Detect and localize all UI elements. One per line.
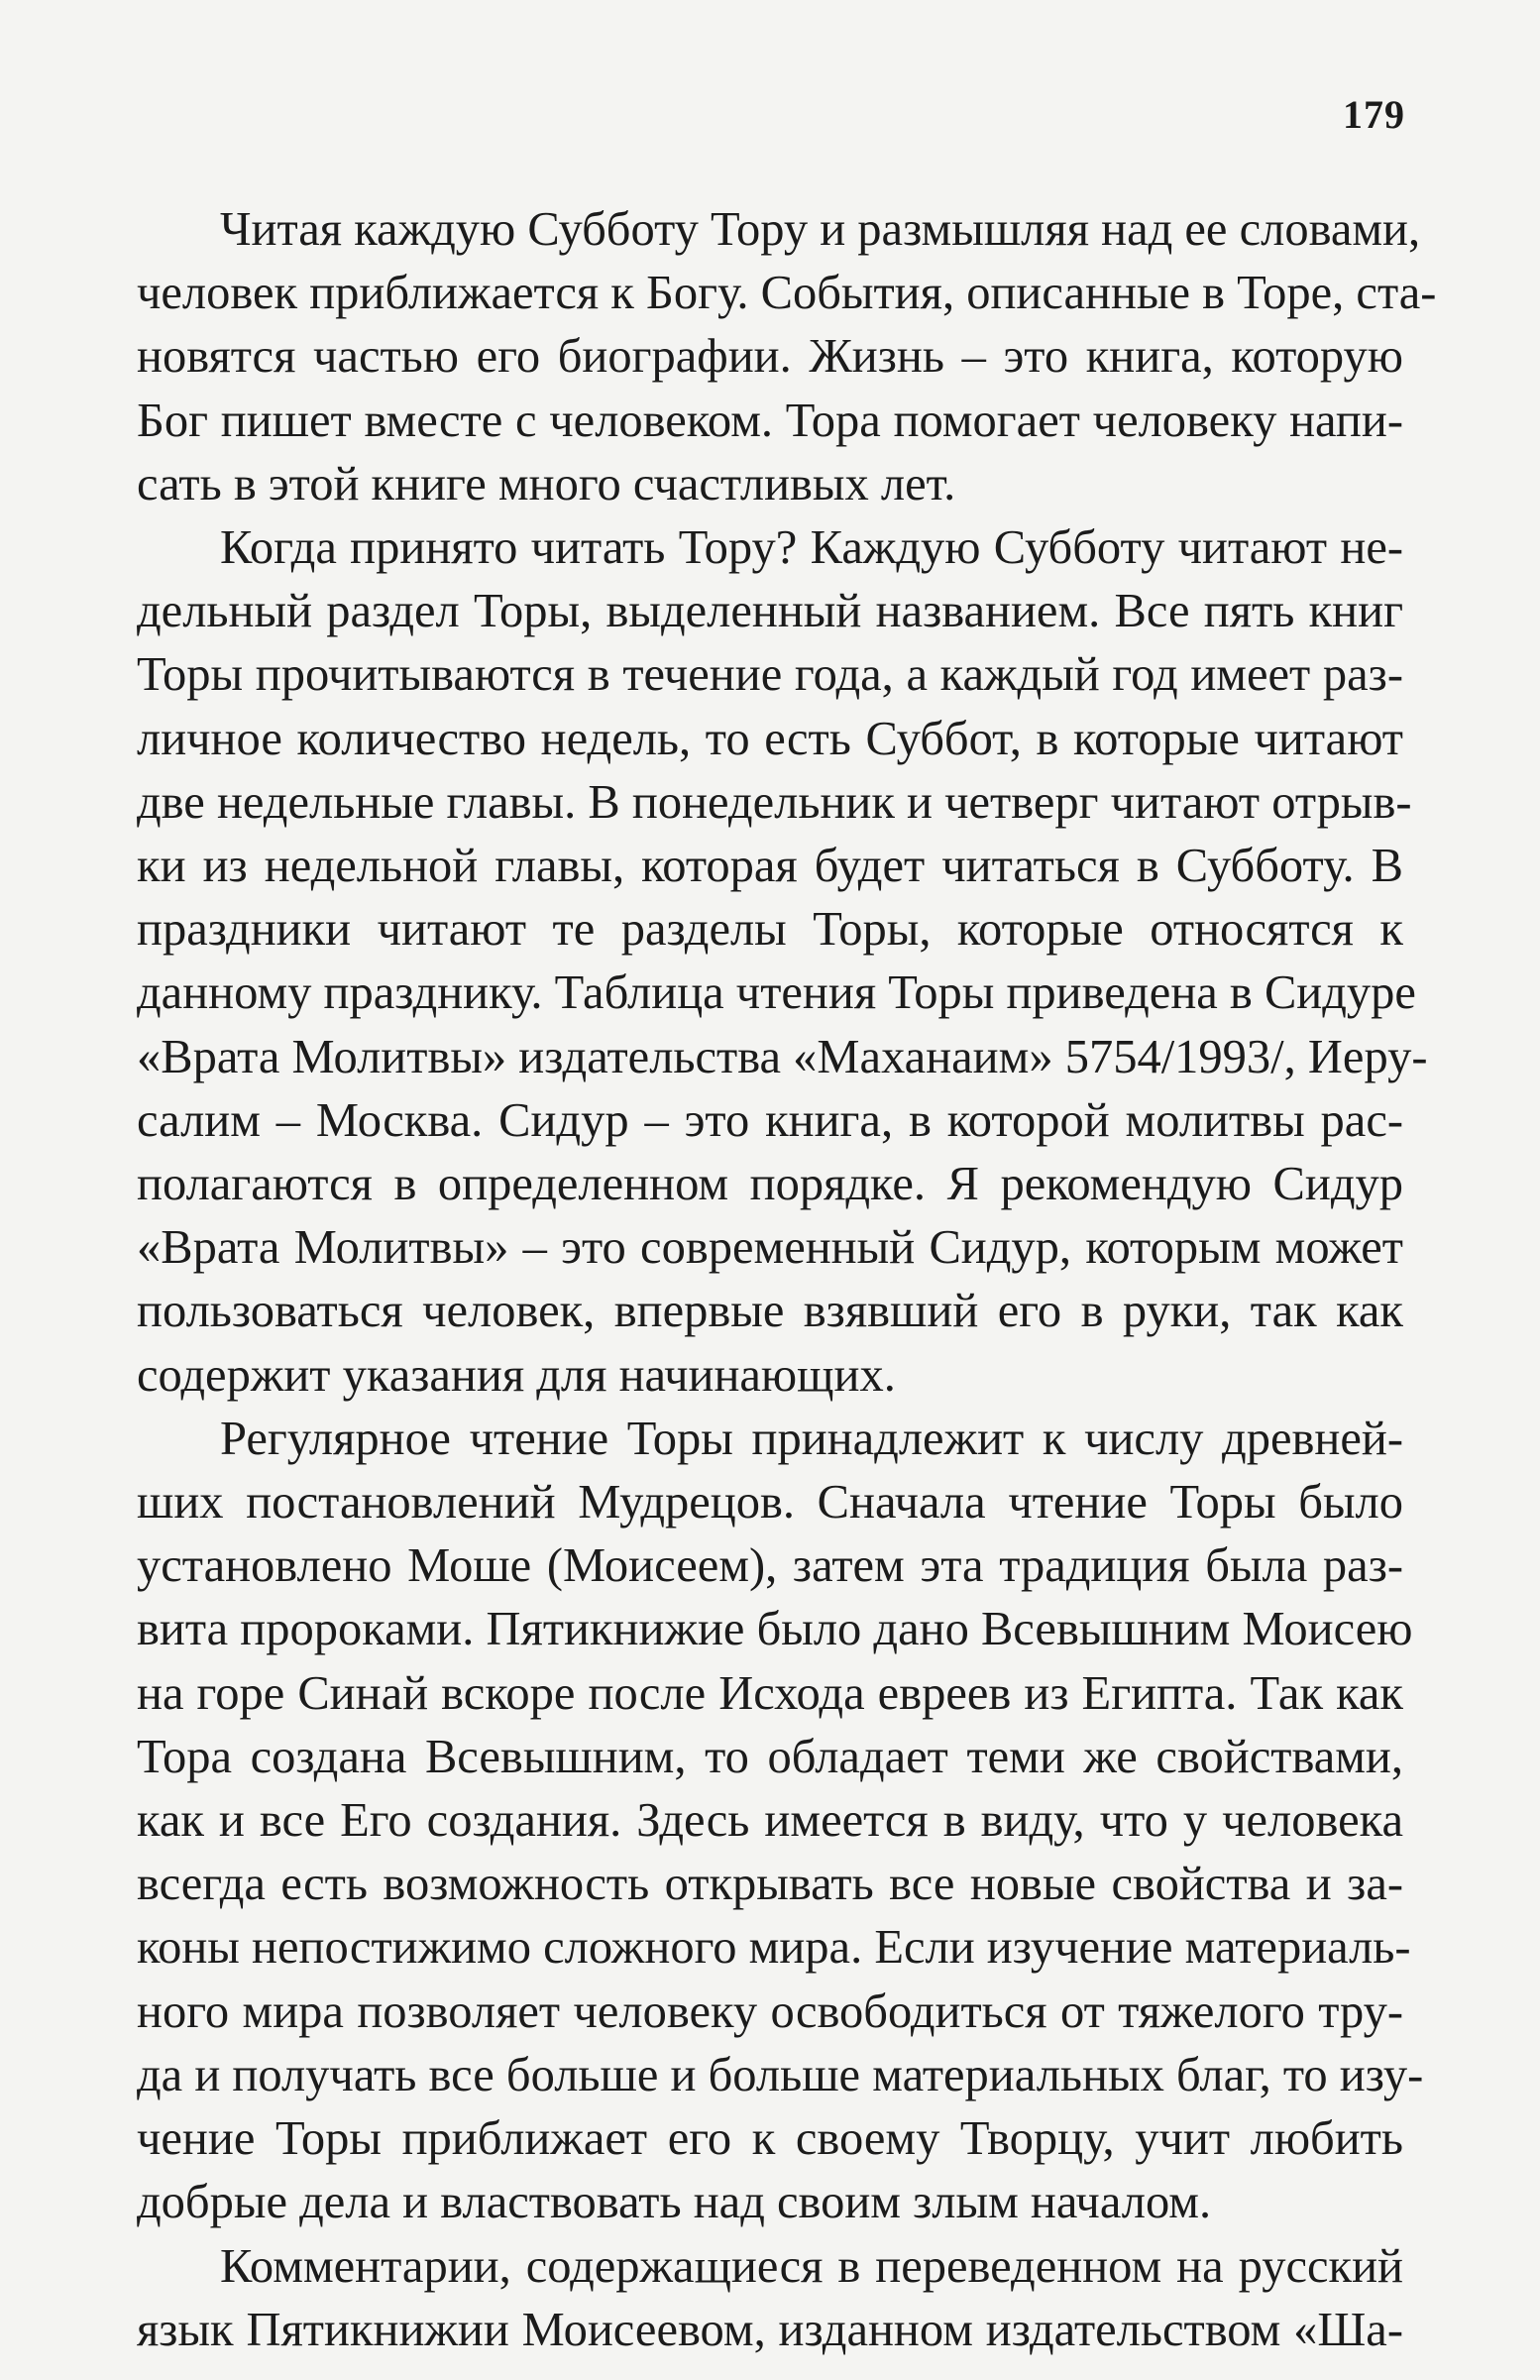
paragraph-3 bbox=[137, 1408, 1424, 2235]
text-line: чение Торы приближает его к своему Творцу, учит любить bbox=[137, 2112, 1403, 2166]
page-number: 179 bbox=[1343, 92, 1405, 137]
text-line: личное количество недель, то есть Суббот, в которые читают bbox=[137, 712, 1403, 765]
text-line: как и все Его создания. Здесь имеется в виду, что у человека bbox=[137, 1794, 1403, 1848]
text-line: человек приближается к Богу. События, описанные в Торе, ста- bbox=[137, 267, 1437, 320]
text-line: пользоваться человек, впервые взявший его в руки, так как bbox=[137, 1285, 1403, 1338]
text-line: «Врата Молитвы» – это современный Сидур, которым может bbox=[137, 1221, 1403, 1275]
text-line: сать в этой книге много счастливых лет. bbox=[137, 457, 956, 510]
text-line: на горе Синай вскоре после Исхода евреев из Египта. Так как bbox=[137, 1666, 1403, 1720]
paragraph-4 bbox=[137, 2235, 1403, 2362]
text-line: данному празднику. Таблица чтения Торы приведена в Сидуре bbox=[137, 966, 1416, 1020]
text-line: коны непостижимо сложного мира. Если изучение материаль- bbox=[137, 1921, 1411, 1975]
text-line: «Врата Молитвы» издательства «Маханаим» 5754/1993/, Иеру- bbox=[137, 1030, 1428, 1083]
text-line: язык Пятикнижии Моисеевом, изданном издательством «Ша- bbox=[137, 2303, 1403, 2356]
text-line: вита пророками. Пятикнижие было дано Всевышним Моисею bbox=[137, 1603, 1413, 1656]
text-line: две недельные главы. В понедельник и четверг читают отрыв- bbox=[137, 775, 1412, 829]
text-line: ки из недельной главы, которая будет читаться в Субботу. В bbox=[137, 840, 1403, 893]
text-line: Регулярное чтение Торы принадлежит к числу древней- bbox=[220, 1412, 1403, 1465]
text-line: содержит указания для начинающих. bbox=[137, 1348, 896, 1402]
text-line: ного мира позволяет человеку освободиться от тяжелого тру- bbox=[137, 1984, 1403, 2038]
text-line: Торы прочитываются в течение года, а каждый год имеет раз- bbox=[137, 648, 1403, 702]
text-line: полагаются в определенном порядке. Я рекомендую Сидур bbox=[137, 1158, 1403, 1211]
body-text bbox=[137, 198, 1437, 2362]
text-line: да и получать все больше и больше материальных благ, то изу- bbox=[137, 2048, 1424, 2101]
text-line: установлено Моше (Моисеем), затем эта традиция была раз- bbox=[137, 1539, 1403, 1593]
text-line: Бог пишет вместе с человеком. Тора помогает человеку напи- bbox=[137, 394, 1403, 447]
text-line: праздники читают те разделы Торы, которые относятся к bbox=[137, 903, 1403, 957]
text-line: Когда принято читать Тору? Каждую Субботу читают не- bbox=[220, 521, 1403, 575]
text-line: Комментарии, содержащиеся в переведенном на русский bbox=[220, 2239, 1403, 2293]
text-line: новятся частью его биографии. Жизнь – это книга, которую bbox=[137, 330, 1403, 384]
text-line: ших постановлений Мудрецов. Сначала чтение Торы было bbox=[137, 1476, 1403, 1530]
text-line: всегда есть возможность открывать все новые свойства и за- bbox=[137, 1858, 1403, 1911]
text-line: Читая каждую Субботу Тору и размышляя над ее словами, bbox=[220, 203, 1421, 256]
paragraph-2 bbox=[137, 516, 1428, 1408]
text-line: Тора создана Всевышним, то обладает теми же свойствами, bbox=[137, 1730, 1403, 1783]
text-line: дельный раздел Торы, выделенный названием. Все пять книг bbox=[137, 585, 1403, 638]
text-line: салим – Москва. Сидур – это книга, в которой молитвы рас- bbox=[137, 1093, 1403, 1147]
text-line: добрые дела и властвовать над своим злым началом. bbox=[137, 2176, 1212, 2229]
paragraph-1 bbox=[137, 198, 1437, 516]
